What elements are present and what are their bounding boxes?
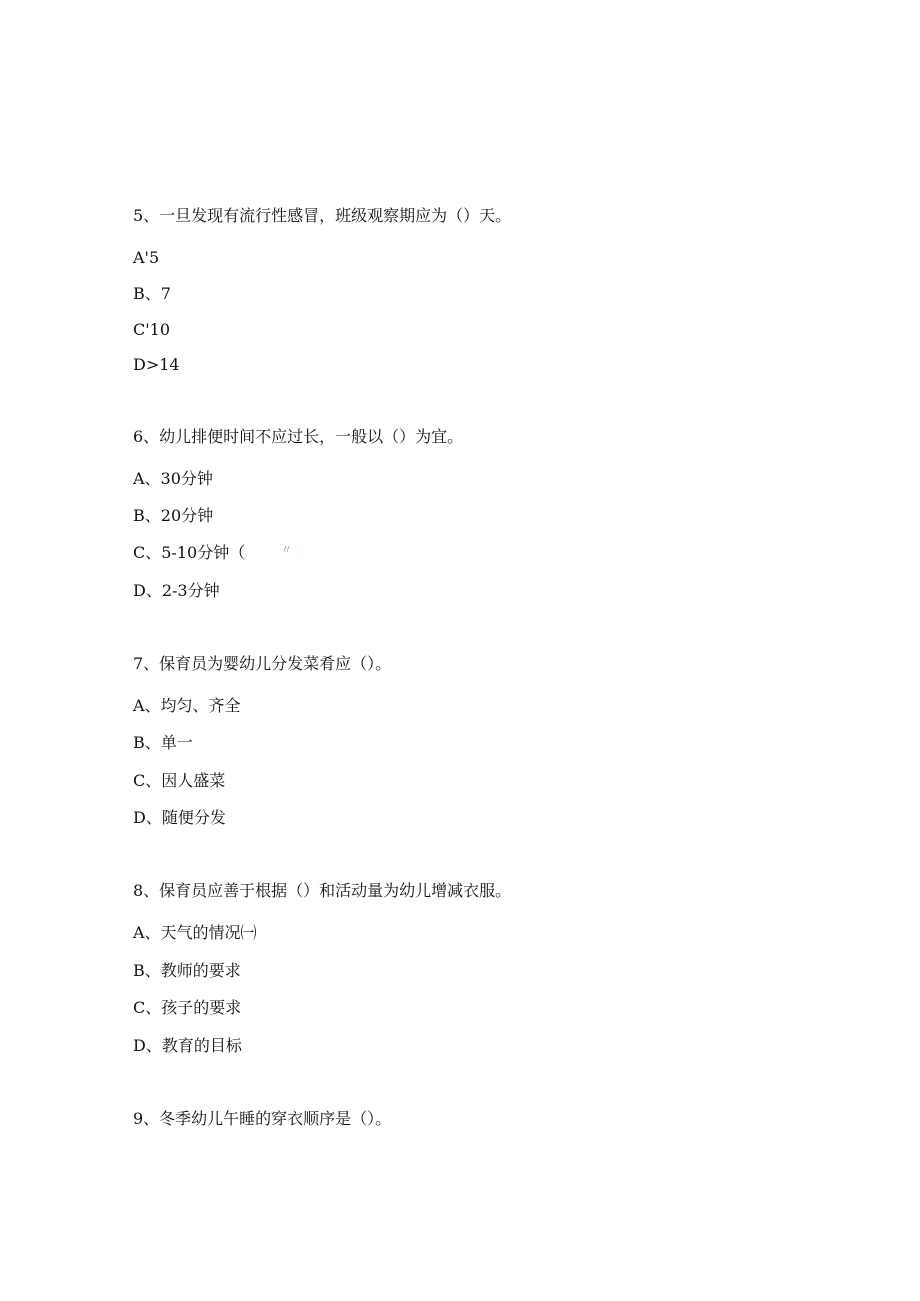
question-9-stem: 9、冬季幼儿午睡的穿衣顺序是（）。 xyxy=(133,1109,392,1128)
stray-mark: 〃 xyxy=(281,543,292,556)
question-7-option-c: C、因人盛菜 xyxy=(133,771,226,790)
question-6-stem: 6、幼儿排便时间不应过长，一般以（）为宜。 xyxy=(133,427,464,446)
question-6-option-c: C、5-10分钟（ xyxy=(133,543,246,562)
question-6-option-b: B、20分钟 xyxy=(133,506,214,525)
question-6-option-d: D、2-3分钟 xyxy=(133,581,220,600)
question-8-option-c: C、孩子的要求 xyxy=(133,998,242,1017)
question-7-option-b: B、单一 xyxy=(133,733,193,752)
question-8-stem: 8、保育员应善于根据（）和活动量为幼儿增减衣服。 xyxy=(133,881,512,900)
question-5-option-c: C'10 xyxy=(133,320,170,339)
question-7-option-d: D、随便分发 xyxy=(133,808,226,827)
question-5-option-a: A'5 xyxy=(133,248,160,267)
question-7-stem: 7、保育员为婴幼儿分发菜肴应（）。 xyxy=(133,654,392,673)
question-6-option-a: A、30分钟 xyxy=(133,469,213,488)
question-5-option-d: D>14 xyxy=(133,355,180,374)
question-8-option-a: A、天气的情况㈠ xyxy=(133,923,257,942)
question-7-option-a: A、均匀、齐全 xyxy=(133,696,241,715)
question-8-option-d: D、教育的目标 xyxy=(133,1036,242,1055)
question-5-option-b: B、7 xyxy=(133,284,171,303)
question-5-stem: 5、一旦发现有流行性感冒，班级观察期应为（）天。 xyxy=(133,206,512,225)
question-8-option-b: B、教师的要求 xyxy=(133,961,241,980)
